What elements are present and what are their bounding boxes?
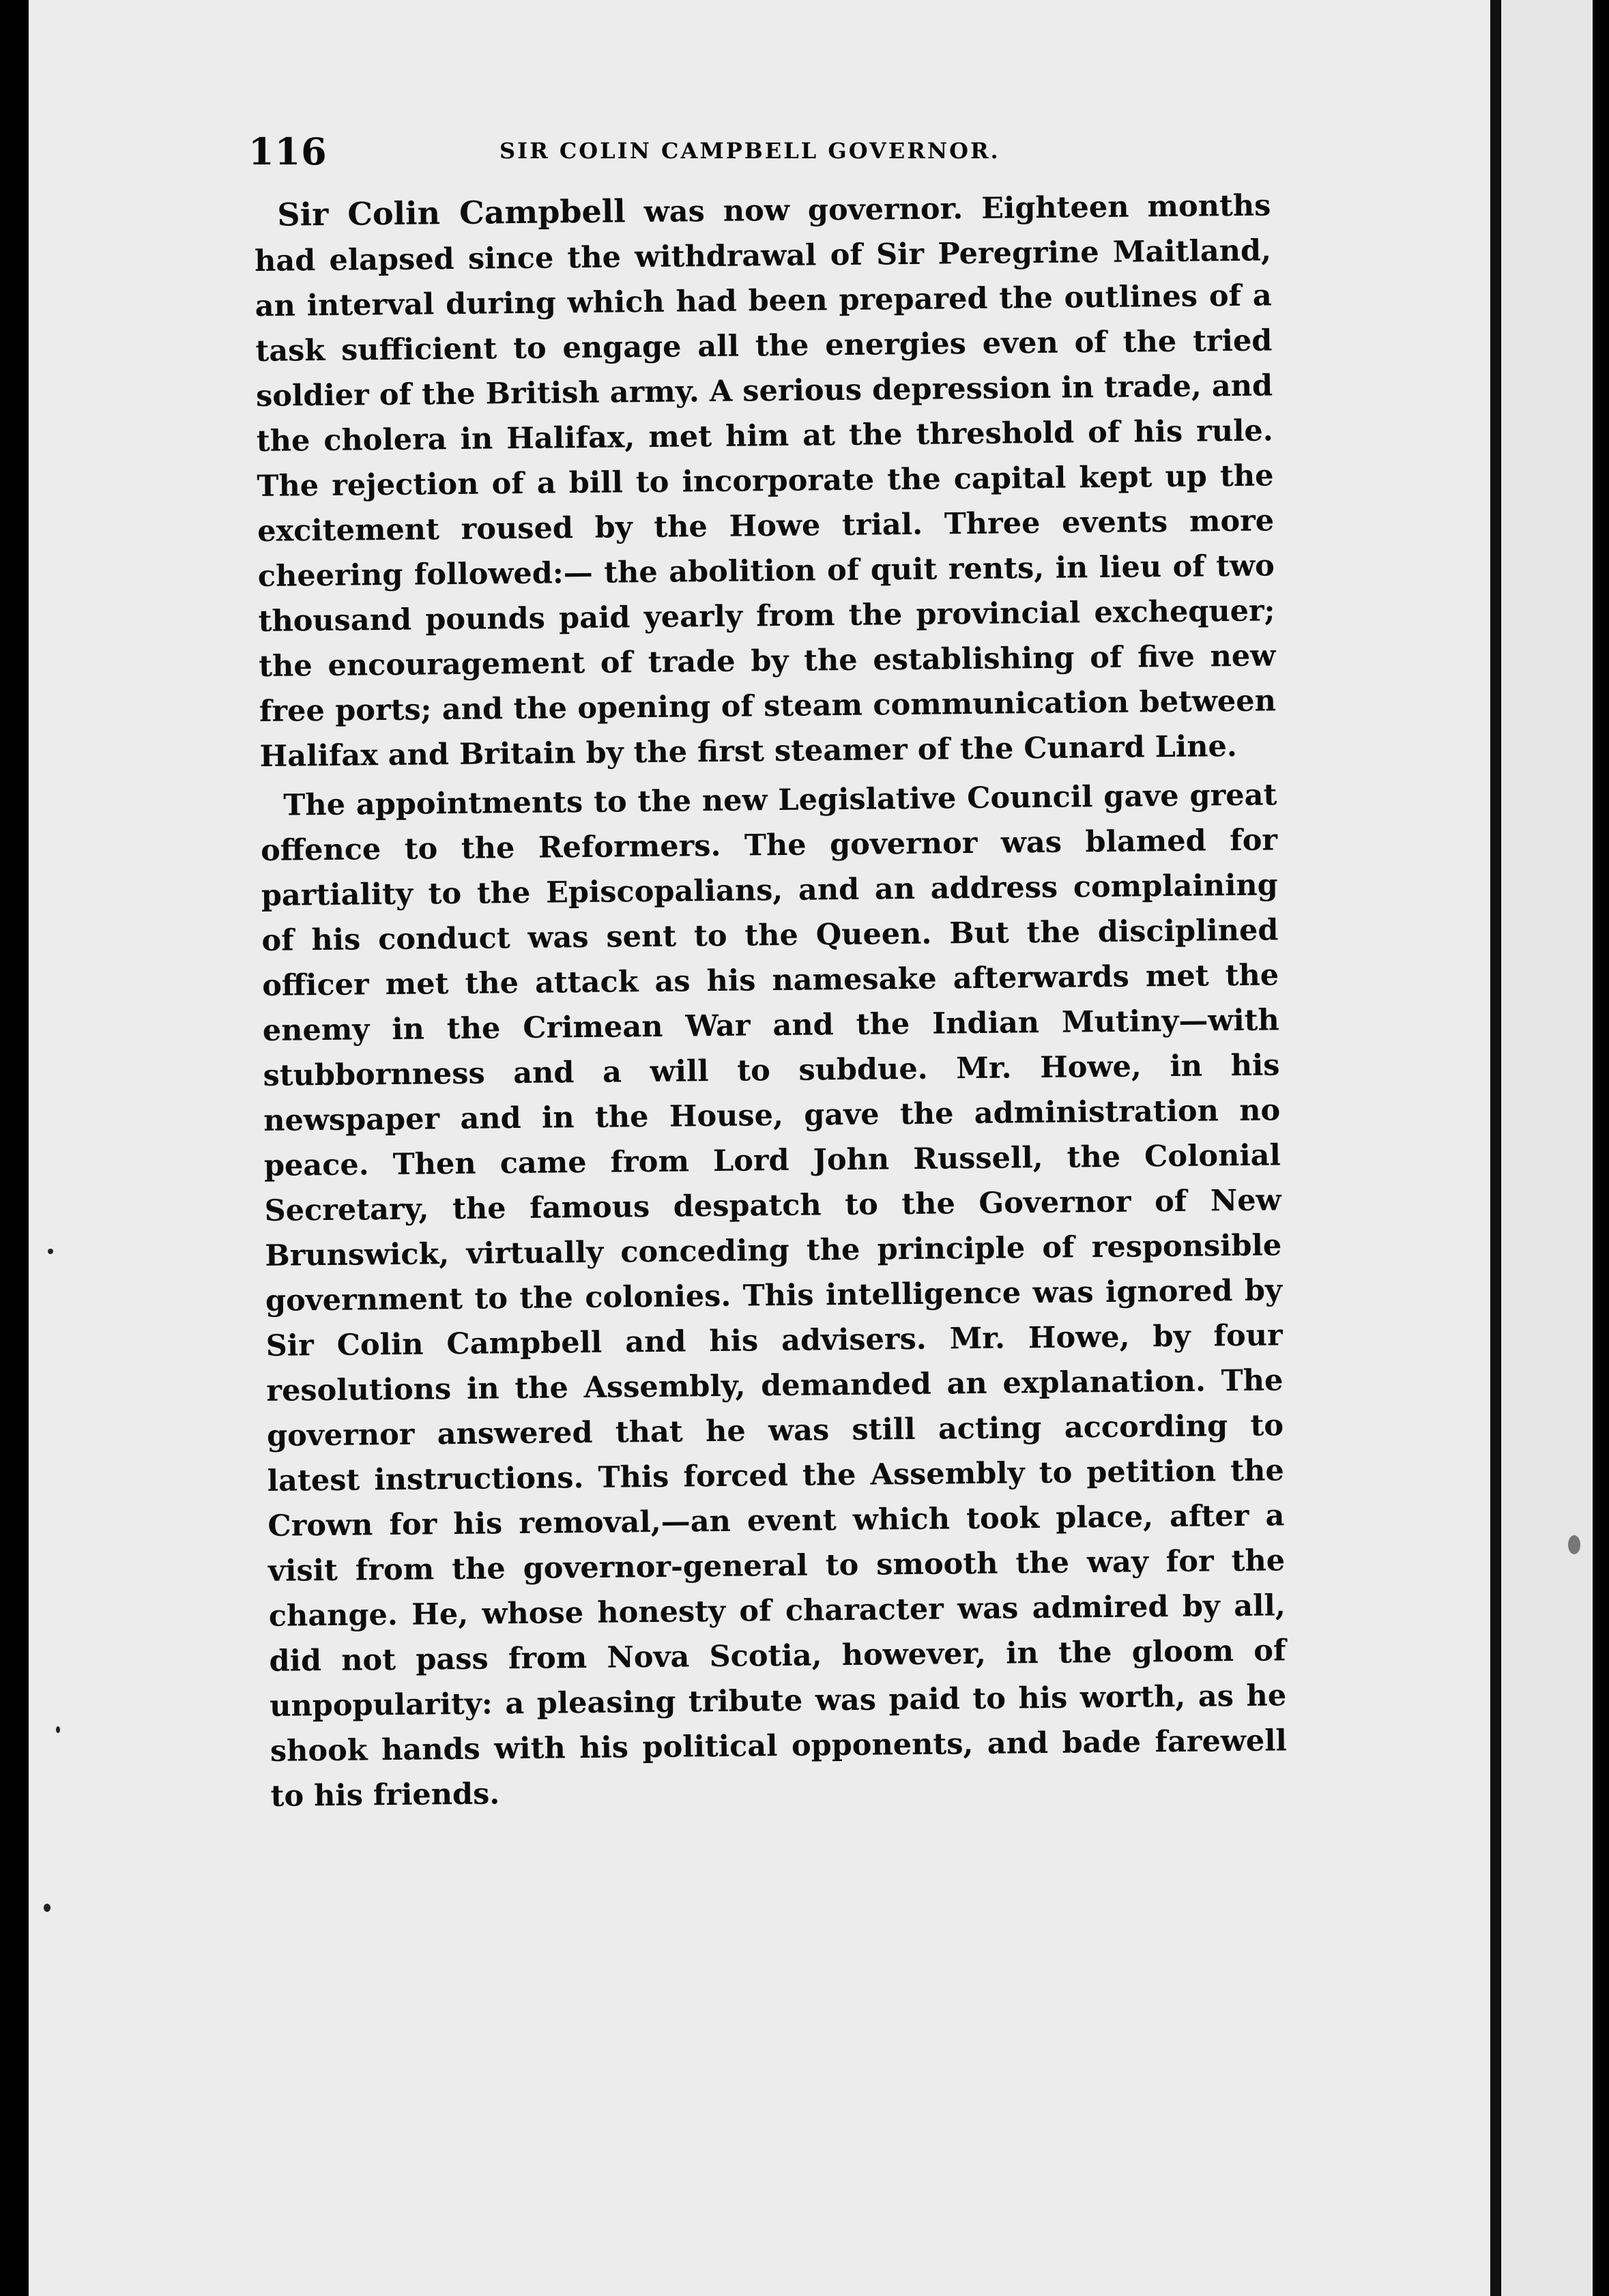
print-speck bbox=[56, 1726, 60, 1733]
gutter-shadow bbox=[1490, 0, 1500, 2296]
print-speck bbox=[48, 1249, 53, 1254]
print-speck bbox=[44, 1904, 50, 1912]
facing-page-edge bbox=[1501, 0, 1593, 2296]
paragraph-1-lead: Sir Colin Campbell bbox=[277, 192, 626, 233]
paragraph-1-text: was now governor. Eighteen months had elapsed since the withdrawal of Sir Peregrine Maitland, an interval during which had been prepared the outlines of a task sufficient to engage all the energies even of the tried soldier of the British army. A serious depression in trade, and the cholera in Halifax, met him at the threshold of his rule. The rejection of a bill to incorporate the capital kept up the excitement roused by the Howe trial. Three events more cheering followed:— the abolition of quit rents, in lieu of two thousand pounds paid yearly from the provincial exchequer; the encouragement of trade by the establishing of five new free ports; and the opening of steam communication between Halifax and Britain by the first steamer of the Cunard Line. bbox=[254, 188, 1277, 774]
paragraph-2: The appointments to the new Legislative Council gave great offence to the Reformers. The governor was blamed for partiality to the Episcopalians, and an address complaining of his conduct was sent to the Queen. But the disciplined officer met the attack as his namesake afterwards met the enemy in the Crimean War and the Indian Mutiny—with stubbornness and a will to subdue. Mr. Howe, in his newspaper and in the House, gave the administration no peace. Then came from Lord John Russell, the Colonial Secretary, the famous despatch to the Governor of New Brunswick, virtually conceding the principle of responsible government to the colonies. This intelligence was ignored by Sir Colin Campbell and his advisers. Mr. Howe, by four resolutions in the Assembly, demanded an explanation. The governor answered that he was still acting according to latest instructions. This forced the Assembly to petition the Crown for his removal,—an event which took place, after a visit from the governor-general to smooth the way for the change. He, whose honesty of character was admired by all, did not pass from Nova Scotia, however, in the gloom of unpopularity: a pleasing tribute was paid to his worth, as he shook hands with his political opponents, and bade farewell to his friends. bbox=[260, 778, 1288, 1814]
running-head bbox=[248, 130, 1258, 177]
paragraph-1 bbox=[254, 181, 1277, 779]
book-page bbox=[29, 0, 1497, 2296]
page-number: 116 bbox=[248, 130, 328, 173]
running-title: SIR COLIN CAMPBELL GOVERNOR. bbox=[499, 138, 1000, 164]
body-text bbox=[254, 181, 1288, 1818]
print-speck bbox=[1568, 1535, 1580, 1554]
